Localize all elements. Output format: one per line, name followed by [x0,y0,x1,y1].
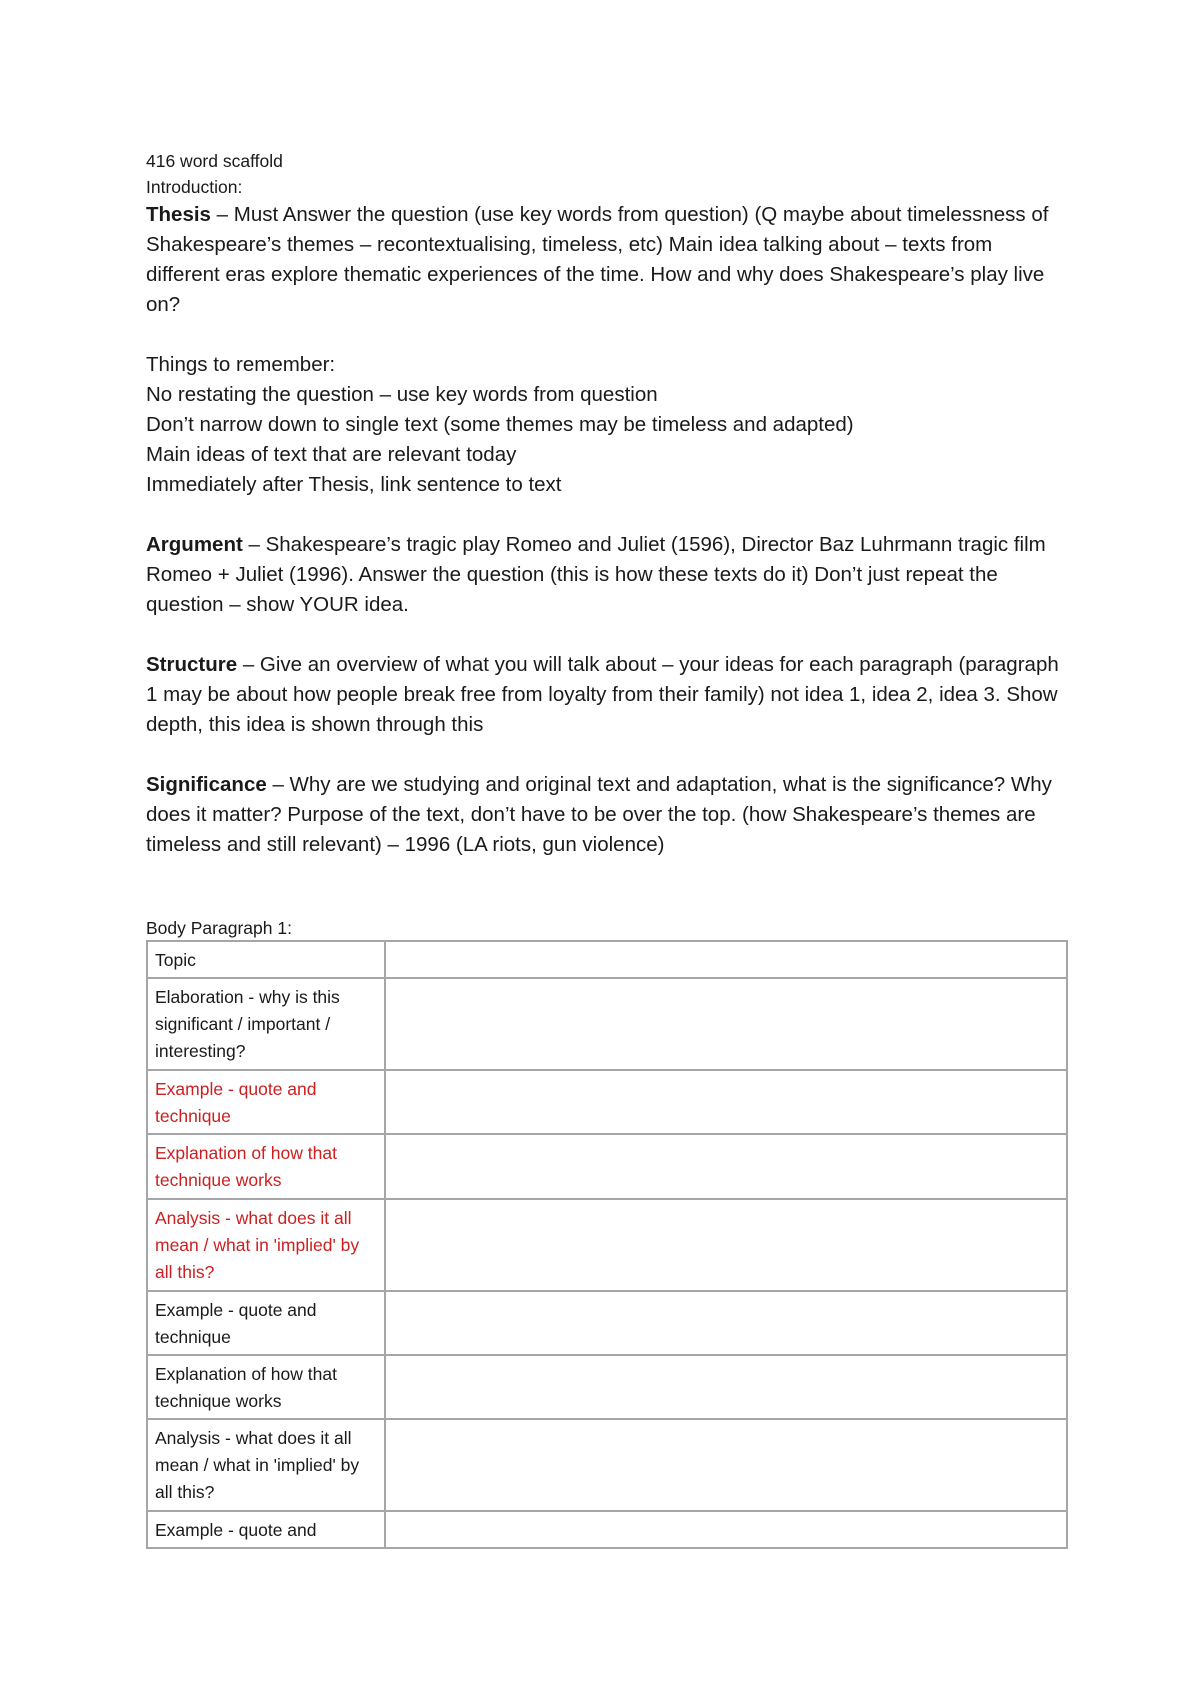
table-row [147,1070,1067,1134]
row-label: Example - quote and technique [147,1291,385,1355]
thesis-label: Thesis [146,203,211,226]
table-row [147,1199,1067,1291]
structure-paragraph [146,650,1068,740]
row-label: Example - quote and [147,1511,385,1548]
scaffold-table [146,940,1068,1549]
row-input-cell[interactable] [385,978,1067,1070]
table-row [147,1511,1067,1548]
spacer [146,620,1068,650]
argument-paragraph [146,530,1068,620]
document-title: 416 word scaffold [146,151,283,171]
remember-heading: Things to remember: [146,353,336,376]
row-input-cell[interactable] [385,1134,1067,1199]
row-input-cell[interactable] [385,1511,1067,1548]
spacer [146,740,1068,770]
remember-item: Main ideas of text that are relevant today [146,443,517,466]
row-input-cell[interactable] [385,1070,1067,1134]
table-row [147,1355,1067,1419]
thesis-text: – Must Answer the question (use key words from question) (Q maybe about timelessness of Shakespeare’s themes – recontextualising, timeless, etc) Main idea talking about – texts from different eras explore thematic experiences of the time. How and why does Shakespeare’s play live on? [146,203,1049,316]
significance-text: – Why are we studying and original text and adaptation, what is the significance? Why does it matter? Purpose of the text, don’t have to be over the top. (how Shakespeare’s themes are timeless and still relevant) – 1996 (LA riots, gun violence) [146,773,1052,856]
table-row [147,1419,1067,1511]
significance-label: Significance [146,773,267,796]
significance-paragraph [146,770,1068,860]
section-heading-introduction: Introduction: [146,177,243,197]
row-label: Analysis - what does it all mean / what in 'implied' by all this? [147,1199,385,1291]
row-label: Example - quote and technique [147,1070,385,1134]
row-label: Explanation of how that technique works [147,1355,385,1419]
row-label: Topic [147,941,385,978]
table-row [147,1291,1067,1355]
spacer [146,320,1068,350]
remember-item: No restating the question – use key words from question [146,383,658,406]
row-label: Analysis - what does it all mean / what in 'implied' by all this? [147,1419,385,1511]
body-paragraph-title: Body Paragraph 1: [146,918,292,938]
remember-item: Immediately after Thesis, link sentence to text [146,473,562,496]
argument-text: – Shakespeare’s tragic play Romeo and Juliet (1596), Director Baz Luhrmann tragic film Romeo + Juliet (1996). Answer the question (this is how these texts do it) Don’t just repeat the question – show YOUR idea. [146,533,1046,616]
remember-item: Don’t narrow down to single text (some themes may be timeless and adapted) [146,413,854,436]
table-row [147,1134,1067,1199]
row-label: Elaboration - why is this significant / important / interesting? [147,978,385,1070]
table-row [147,978,1067,1070]
spacer [146,500,1068,530]
row-input-cell[interactable] [385,941,1067,978]
structure-text: – Give an overview of what you will talk about – your ideas for each paragraph (paragraph 1 may be about how people break free from loyalty from their family) not idea 1, idea 2, idea 3. Show depth, this idea is shown through this [146,653,1059,736]
row-input-cell[interactable] [385,1419,1067,1511]
argument-label: Argument [146,533,243,556]
structure-label: Structure [146,653,238,676]
row-input-cell[interactable] [385,1355,1067,1419]
thesis-paragraph [146,200,1068,320]
table-row [147,941,1067,978]
row-label: Explanation of how that technique works [147,1134,385,1199]
row-input-cell[interactable] [385,1199,1067,1291]
row-input-cell[interactable] [385,1291,1067,1355]
document-page [146,148,1068,860]
